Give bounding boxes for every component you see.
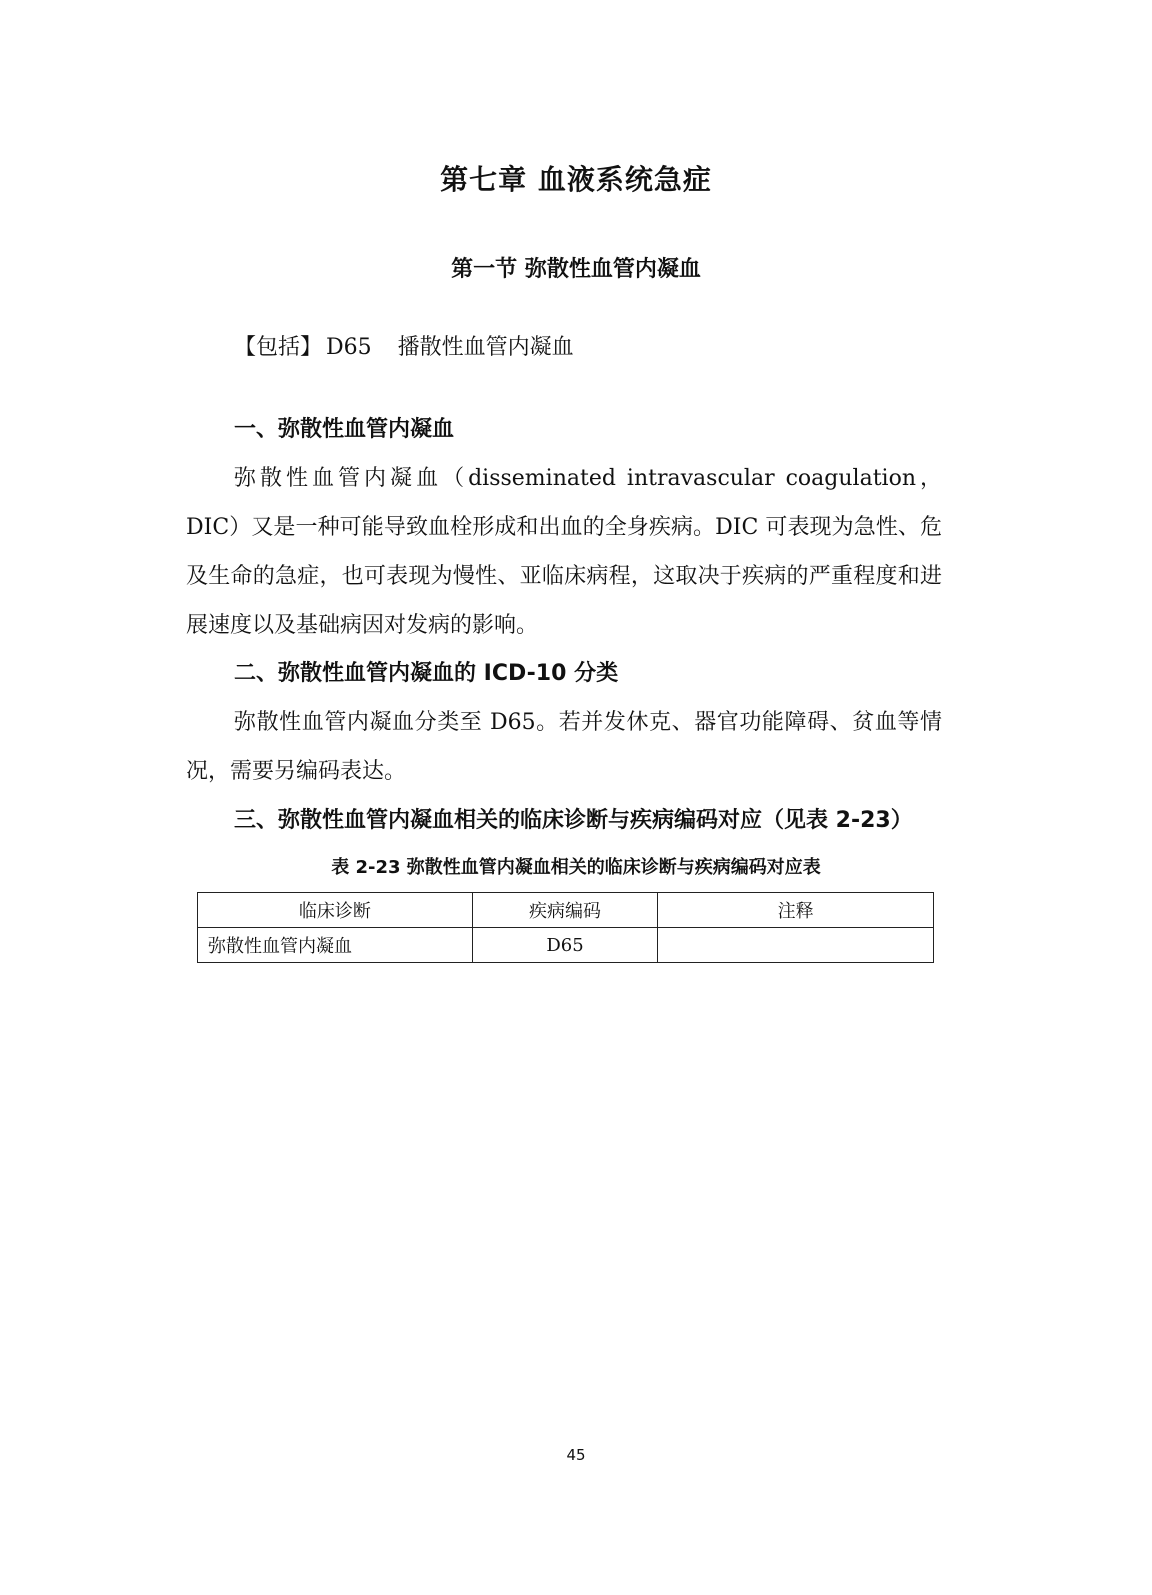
includes-name: 播散性血管内凝血: [397, 335, 574, 360]
cell-note: [658, 928, 934, 963]
header-notes: 注释: [658, 893, 934, 928]
header-clinical-diagnosis: 临床诊断: [198, 893, 473, 928]
includes-line: [234, 330, 574, 361]
heading-1: 一、弥散性血管内凝血: [234, 417, 455, 442]
chapter-title: 第七章 血液系统急症: [440, 163, 712, 196]
heading-2: 二、弥散性血管内凝血的 ICD-10 分类: [234, 661, 619, 686]
diagnosis-code-table: [197, 892, 934, 963]
paragraph-1: 弥散性血管内凝血（disseminated intravascular coagulation，DIC）又是一种可能导致血栓形成和出血的全身疾病。DIC 可表现为急性、危及生命的急症，也可表现为慢性、亚临床病程，这取决于疾病的严重程度和进展速度以及基础病因对发病的影响。: [186, 466, 942, 638]
cell-code: D65: [472, 928, 657, 963]
section-title: 第一节 弥散性血管内凝血: [451, 257, 701, 282]
heading-3: 三、弥散性血管内凝血相关的临床诊断与疾病编码对应（见表 2-23）: [234, 808, 913, 833]
table-row: [198, 928, 934, 963]
includes-label: 【包括】: [234, 335, 323, 360]
header-disease-code: 疾病编码: [472, 893, 657, 928]
table-header-row: [198, 893, 934, 928]
cell-diagnosis: 弥散性血管内凝血: [198, 928, 473, 963]
page-number: 45: [566, 1446, 586, 1464]
table-caption: 表 2-23 弥散性血管内凝血相关的临床诊断与疾病编码对应表: [331, 857, 821, 878]
includes-code: D65: [326, 335, 372, 360]
paragraph-2: 弥散性血管内凝血分类至 D65。若并发休克、器官功能障碍、贫血等情况，需要另编码表达。: [186, 710, 942, 784]
